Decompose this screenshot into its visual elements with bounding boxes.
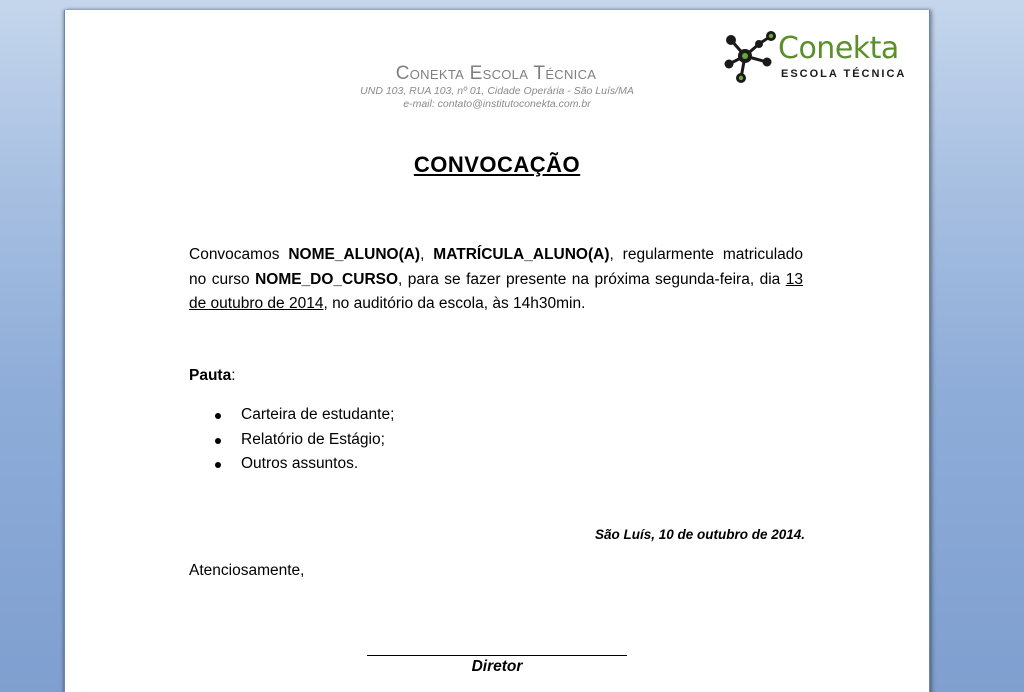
body-paragraph xyxy=(189,243,803,317)
agenda-heading xyxy=(189,367,236,385)
student-name: NOME_ALUNO(A) xyxy=(288,246,421,263)
body-text-4: , no auditório da escola, às 14h30min. xyxy=(323,295,586,312)
agenda-colon: : xyxy=(231,367,236,384)
body-text-3: , para se fazer presente na próxima segunda-feira, dia xyxy=(398,270,786,288)
closing-regards: Atenciosamente, xyxy=(189,562,305,579)
letterhead xyxy=(65,63,929,111)
course-name: NOME_DO_CURSO xyxy=(255,270,399,288)
document-title xyxy=(65,152,929,178)
logo-wordmark: Conekta xyxy=(778,31,899,66)
school-name: Conekta Escola Técnica xyxy=(395,63,597,84)
body-text-2: , regularmente matriculado no curso xyxy=(189,246,803,288)
signer-title: Diretor xyxy=(471,658,523,675)
meeting-date: 13 de outubro de 2014 xyxy=(189,270,803,312)
list-item: Outros assuntos. xyxy=(213,452,394,477)
school-email: e-mail: contato@institutoconekta.com.br xyxy=(403,98,591,110)
list-item: Relatório de Estágio; xyxy=(213,428,394,453)
agenda-label: Pauta xyxy=(189,367,232,384)
place-date: São Luís, 10 de outubro de 2014. xyxy=(594,527,805,542)
agenda-list xyxy=(213,403,394,477)
document-page xyxy=(64,10,930,692)
title-text: CONVOCAÇÃO xyxy=(413,152,581,177)
school-address: UND 103, RUA 103, nº 01, Cidade Operária - São Luís/MA xyxy=(360,85,634,97)
student-registration: MATRÍCULA_ALUNO(A) xyxy=(433,246,610,263)
logo-subtitle: ESCOLA TÉCNICA xyxy=(781,68,907,80)
body-comma: , xyxy=(420,246,434,263)
list-item: Carteira de estudante; xyxy=(213,403,394,428)
signature-line xyxy=(367,655,627,656)
body-text-1: Convocamos xyxy=(189,246,289,263)
